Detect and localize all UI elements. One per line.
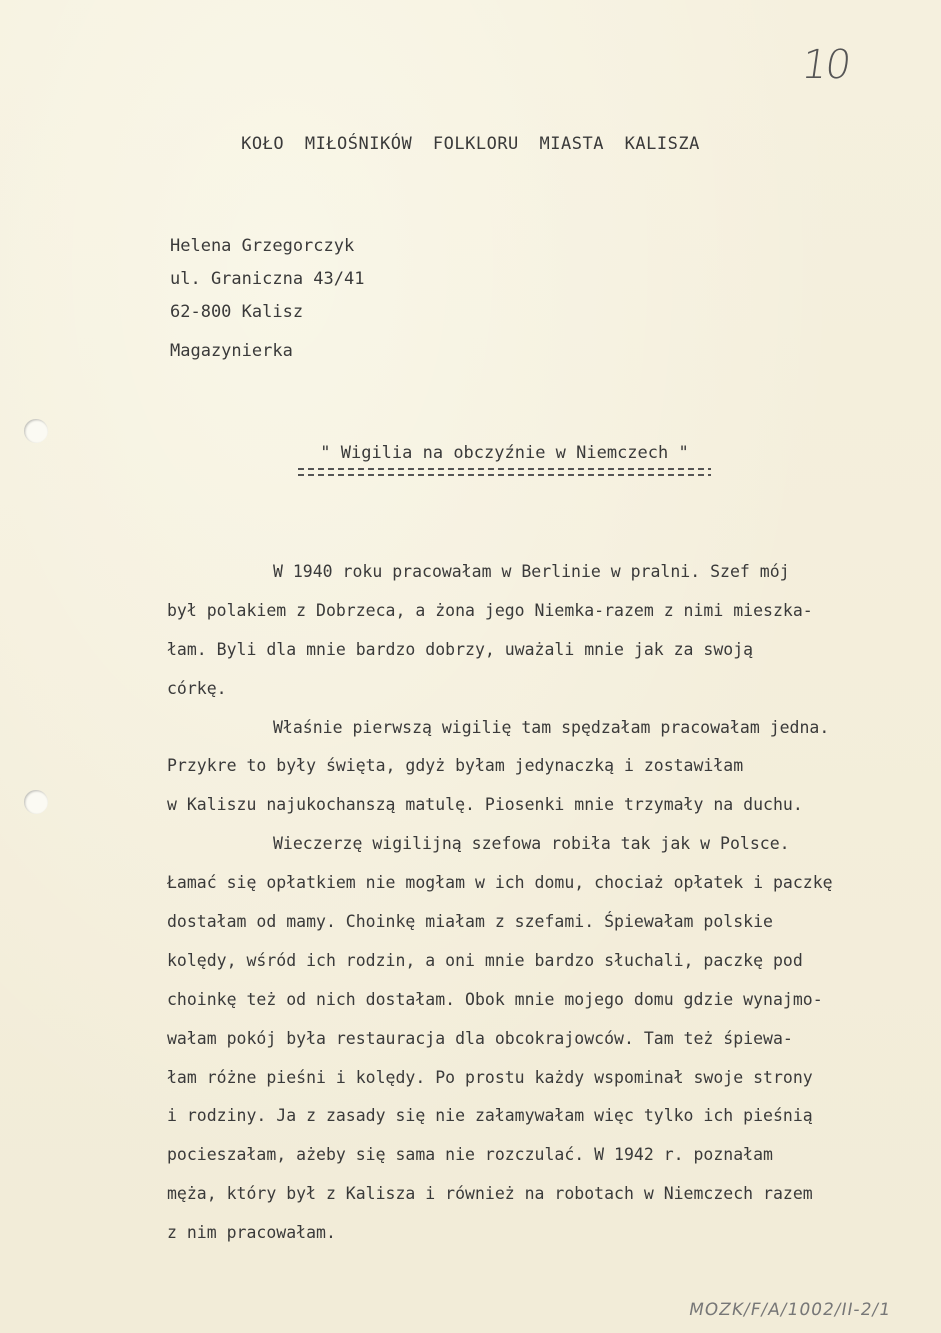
body-line: łam. Byli dla mnie bardzo dobrzy, uważali mnie jak za swoją (167, 639, 754, 659)
body-line: choinkę też od nich dostałam. Obok mnie mojego domu gdzie wynajmo- (167, 989, 823, 1009)
body-line: wałam pokój była restauracja dla obcokrajowców. Tam też śpiewa- (167, 1028, 793, 1048)
body-line: męża, który był z Kalisza i również na robotach w Niemczech razem (167, 1184, 813, 1204)
body-line: pocieszałam, ażeby się sama nie rozczulać. W 1942 r. poznałam (167, 1145, 773, 1165)
sender-name: Helena Grzegorczyk (170, 236, 355, 256)
document-title: " Wigilia na obczyźnie w Niemczech " (320, 443, 689, 463)
body-line: córkę. (167, 678, 227, 698)
page-number: 10 (798, 42, 853, 88)
punch-hole (24, 419, 48, 443)
body-line: z nim pracowałam. (167, 1223, 336, 1243)
title-underline (298, 468, 711, 478)
body-line: kolędy, wśród ich rodzin, a oni mnie bardzo słuchali, paczkę pod (167, 950, 803, 970)
body-line: Wieczerzę wigilijną szefowa robiła tak jak w Polsce. (273, 834, 790, 854)
sender-occupation: Magazynierka (170, 341, 293, 361)
sender-block (170, 230, 364, 368)
body-line: Łamać się opłatkiem nie mogłam w ich domu, chociaż opłatek i paczkę (167, 873, 833, 893)
organization-header: KOŁO MIŁOŚNIKÓW FOLKLORU MIASTA KALISZA (241, 134, 700, 154)
archive-signature: MOZK/F/A/1002/II-2/1 (687, 1300, 893, 1320)
sender-city: 62-800 Kalisz (170, 302, 304, 322)
body-line: w Kaliszu najukochanszą matulę. Piosenki mnie trzymały na duchu. (167, 795, 803, 815)
body-line: Właśnie pierwszą wigilię tam spędzałam pracowałam jedna. (273, 717, 830, 737)
sender-street: ul. Graniczna 43/41 (170, 269, 365, 289)
body-line: dostałam od mamy. Choinkę miałam z szefami. Śpiewałam polskie (167, 912, 773, 932)
body-line: Przykre to były święta, gdyż byłam jedynaczką i zostawiłam (167, 756, 744, 776)
body-line: łam różne pieśni i kolędy. Po prostu każdy wspominał swoje strony (167, 1067, 813, 1087)
body-line: był polakiem z Dobrzeca, a żona jego Niemka-razem z nimi mieszka- (167, 600, 813, 620)
body-line: W 1940 roku pracowałam w Berlinie w pralni. Szef mój (273, 562, 790, 581)
body-line: i rodziny. Ja z zasady się nie załamywałam więc tylko ich pieśnią (167, 1106, 813, 1126)
punch-hole (24, 790, 48, 814)
body-text (167, 559, 932, 1259)
